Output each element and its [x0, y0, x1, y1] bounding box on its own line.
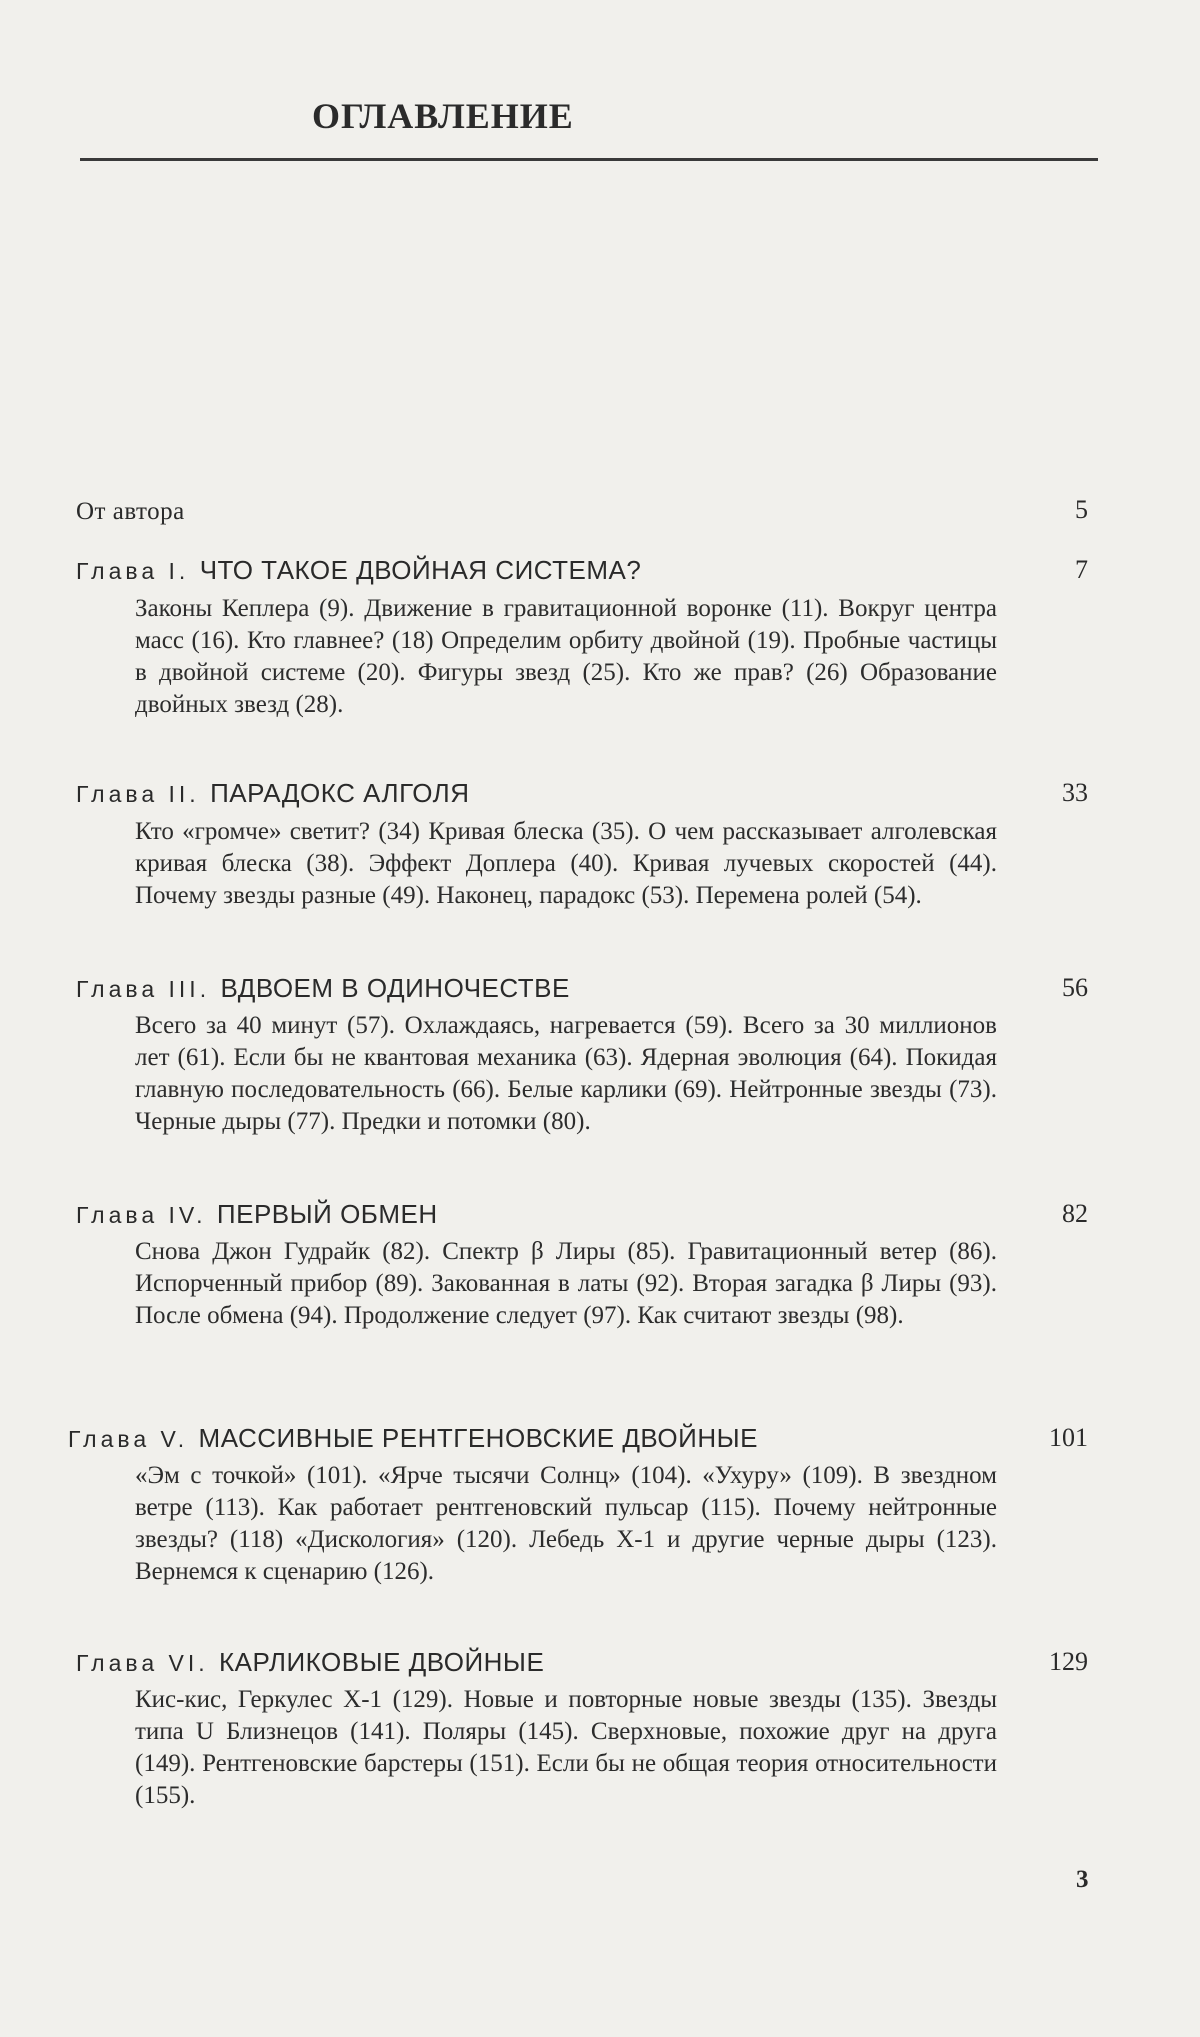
chapter-title: ПАРАДОКС АЛГОЛЯ: [210, 778, 470, 808]
toc-chapter-3-description: Всего за 40 минут (57). Охлаждаясь, нагревается (59). Всего за 30 миллионов лет (61). Если бы не квантовая механика (63). Ядерная эволюция (64). Покидая главную последовательность (66). Белые карлики (69). Нейтронные звезды (73). Черные дыры (77). Предки и потомки (80).: [135, 1012, 997, 1135]
toc-chapter-5-description: «Эм с точкой» (101). «Ярче тысячи Солнц» (104). «Ухуру» (109). В звездном ветре (113). Как работает рентгеновский пульсар (115). Почему нейтронные звезды? (118) «Дискология» (120). Лебедь Х-1 и другие черные дыры (123). Вернемся к сценарию (126).: [135, 1462, 997, 1585]
chapter-label: Глава II.: [76, 781, 211, 807]
title-divider: [80, 158, 1098, 161]
toc-chapter-1-heading: [76, 553, 1096, 587]
toc-entry-title: От автора: [76, 498, 185, 525]
toc-chapter-3-heading: [76, 971, 1096, 1005]
chapter-title: ЧТО ТАКОЕ ДВОЙНАЯ СИСТЕМА?: [199, 555, 642, 585]
toc-chapter-5-heading: [68, 1421, 1096, 1455]
toc-chapter-1-description: Законы Кеплера (9). Движение в гравитационной воронке (11). Вокруг центра масс (16). Кто главнее? (18) Определим орбиту двойной (19). Пробные частицы в двойной системе (20). Фигуры звезд (25). Кто же прав? (26) Образование двойных звезд (28).: [135, 595, 997, 718]
chapter-page: 33: [1062, 778, 1088, 807]
chapter-label: Глава III.: [76, 976, 221, 1002]
page-title: ОГЛАВЛЕНИЕ: [312, 96, 574, 136]
toc-chapter-2-heading: [76, 776, 1096, 810]
chapter-page: 82: [1062, 1199, 1088, 1228]
toc-chapter-6-description: Кис-кис, Геркулес Х-1 (129). Новые и повторные новые звезды (135). Звезды типа U Близнецов (141). Поляры (145). Сверхновые, похожие друг на друга (149). Рентгеновские барстеры (151). Если бы не общая теория относительности (155).: [135, 1686, 997, 1809]
chapter-page: 7: [1075, 555, 1088, 584]
chapter-label: Глава IV.: [76, 1202, 217, 1228]
chapter-title: КАРЛИКОВЫЕ ДВОЙНЫЕ: [219, 1647, 545, 1677]
toc-entry-page: 5: [1075, 495, 1088, 524]
chapter-title: МАССИВНЫЕ РЕНТГЕНОВСКИЕ ДВОЙНЫЕ: [198, 1423, 758, 1453]
toc-chapter-4-description: Снова Джон Гудрайк (82). Спектр β Лиры (85). Гравитационный ветер (86). Испорченный прибор (89). Закованная в латы (92). Вторая загадка β Лиры (93). После обмена (94). Продолжение следует (97). Как считают звезды (98).: [135, 1238, 997, 1329]
toc-chapter-6-heading: [76, 1645, 1096, 1679]
page-number: 3: [1076, 1866, 1089, 1893]
chapter-page: 101: [1049, 1423, 1088, 1452]
chapter-page: 56: [1062, 973, 1088, 1002]
chapter-title: ВДВОЕМ В ОДИНОЧЕСТВЕ: [220, 973, 570, 1003]
toc-chapter-4-heading: [76, 1197, 1096, 1231]
chapter-label: Глава V.: [68, 1426, 199, 1452]
chapter-label: Глава VI.: [76, 1650, 220, 1676]
toc-entry-preface: [76, 493, 1096, 527]
chapter-label: Глава I.: [76, 558, 200, 584]
chapter-title: ПЕРВЫЙ ОБМЕН: [216, 1199, 438, 1229]
chapter-page: 129: [1049, 1647, 1088, 1676]
toc-chapter-2-description: Кто «громче» светит? (34) Кривая блеска (35). О чем рассказывает алголевская кривая блеска (38). Эффект Доплера (40). Кривая лучевых скоростей (44). Почему звезды разные (49). Наконец, парадокс (53). Перемена ролей (54).: [135, 818, 997, 909]
